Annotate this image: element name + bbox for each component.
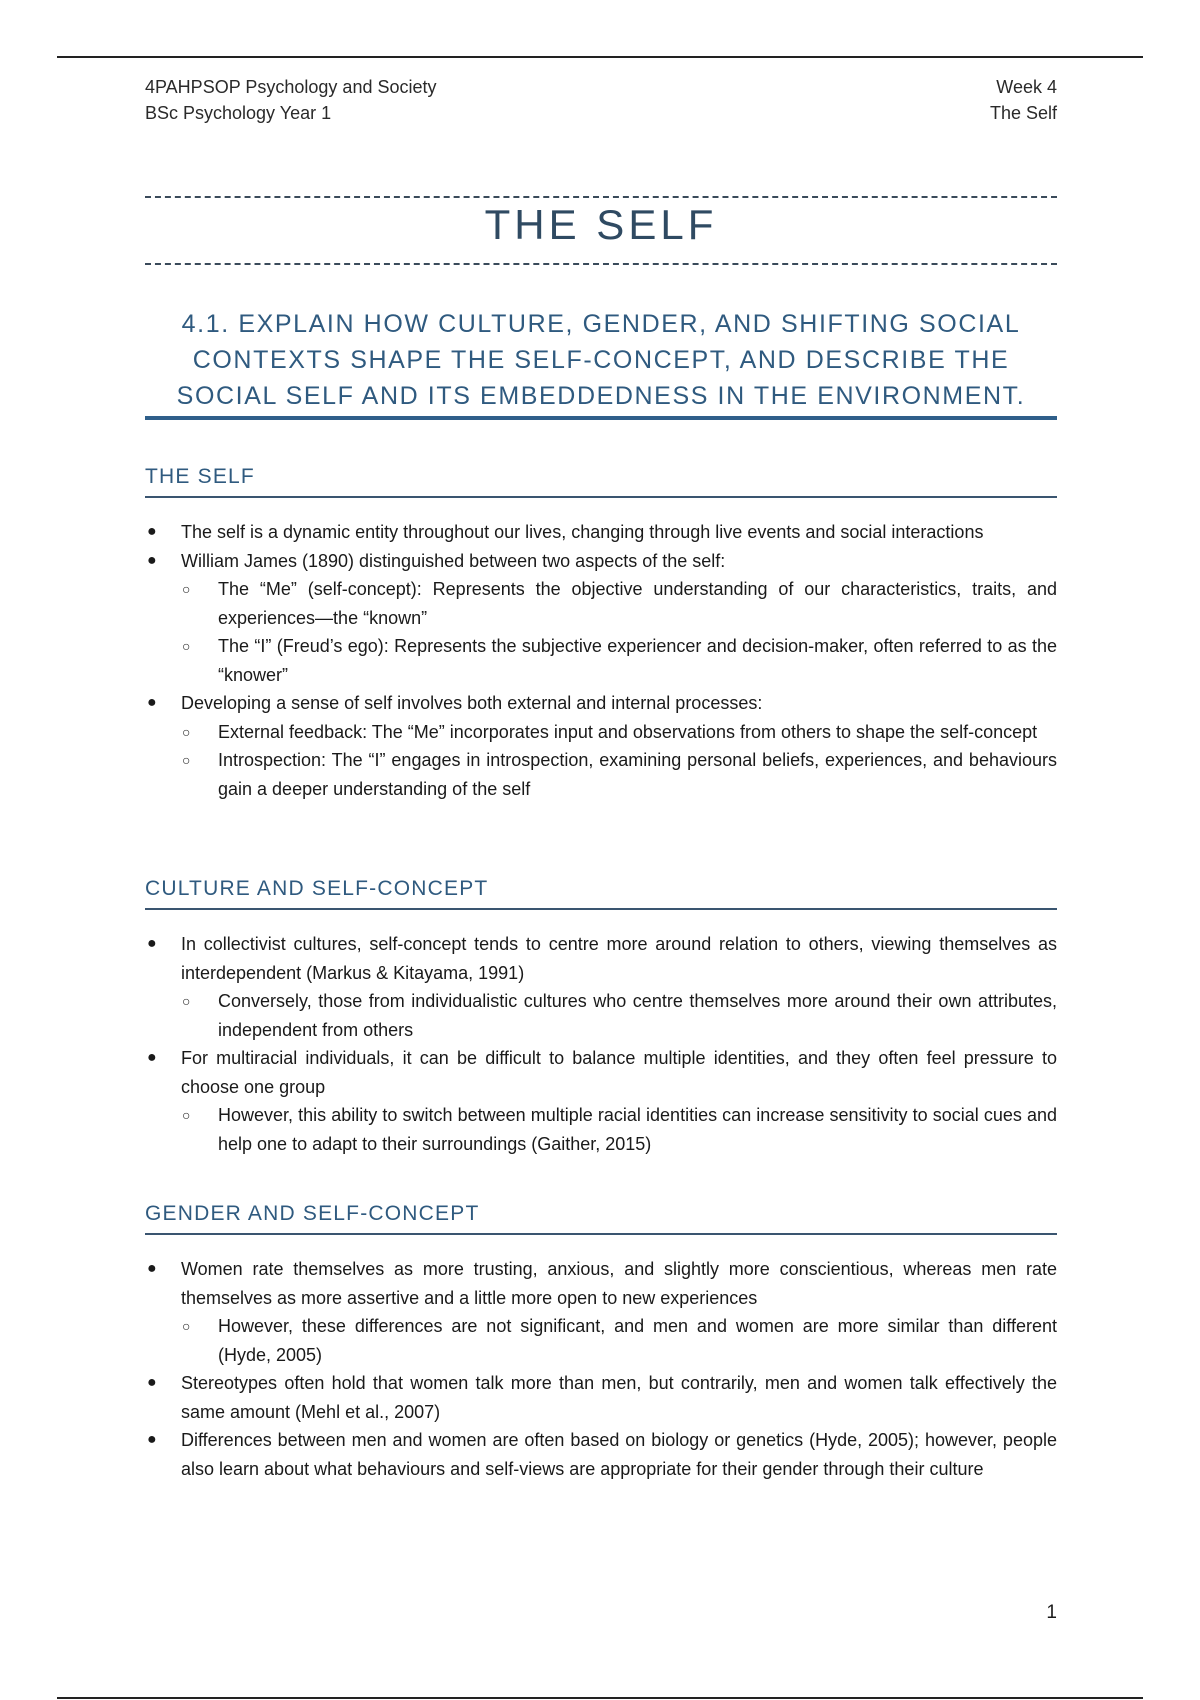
sub-list-item: ○ Introspection: The “I” engages in introspection, examining personal beliefs, experiences, and behaviours gain a deeper understanding of the self — [182, 750, 1057, 799]
topic-label: The Self — [989, 103, 1057, 123]
bullet-list — [145, 518, 1057, 803]
page-title: THE SELF — [484, 201, 718, 248]
section-heading: THE SELF — [145, 465, 255, 488]
list-item: ● Stereotypes often hold that women talk more than men, but contrarily, men and women talk effectively the same amount (Mehl et al., 2007) — [147, 1373, 1057, 1422]
section-rule — [145, 1233, 1057, 1235]
section-heading: GENDER AND SELF-CONCEPT — [145, 1202, 480, 1225]
sub-list-item: ○ The “I” (Freud’s ego): Represents the subjective experiencer and decision-maker, often referred to as the “knower” — [182, 636, 1057, 685]
objective-rule — [145, 416, 1057, 420]
list-item: ● The self is a dynamic entity throughout our lives, changing through live events and social interactions — [147, 522, 984, 542]
course-title: 4PAHPSOP Psychology and Society — [145, 77, 437, 97]
section-rule — [145, 908, 1057, 910]
title-divider-bottom — [145, 263, 1057, 265]
page-number: 1 — [1046, 1602, 1057, 1623]
list-item: ● Developing a sense of self involves both external and internal processes: ○ External feedback: The “Me” incorporates input and observations from others to shape the self-concept ○ Introspection: The “I” engages in introspection, examining personal beliefs, experiences, and behaviours gain a deeper understanding of the self — [145, 689, 1057, 803]
bottom-rule — [57, 1697, 1143, 1699]
section-heading: CULTURE AND SELF-CONCEPT — [145, 877, 489, 900]
objective-line: SOCIAL SELF AND ITS EMBEDDEDNESS IN THE ENVIRONMENT. — [176, 382, 1026, 410]
sub-list-item: ○ Conversely, those from individualistic cultures who centre themselves more around their own attributes, independent from others — [182, 991, 1057, 1040]
bullet-list — [145, 930, 1057, 1158]
programme: BSc Psychology Year 1 — [145, 103, 332, 123]
week-label: Week 4 — [996, 77, 1057, 97]
objective-line: CONTEXTS SHAPE THE SELF-CONCEPT, AND DESCRIBE THE — [192, 346, 1010, 374]
sub-list-item: ○ However, this ability to switch between multiple racial identities can increase sensitivity to social cues and help one to adapt to their surroundings (Gaither, 2015) — [182, 1105, 1057, 1154]
list-item: ● In collectivist cultures, self-concept tends to centre more around relation to others, viewing themselves as interdependent (Markus & Kitayama, 1991) ○ Conversely, those from individualistic cultures who centre themselves more around their own attributes, independent from others — [145, 930, 1057, 1044]
title-divider-top — [145, 196, 1057, 198]
bullet-list — [145, 1255, 1057, 1483]
list-item: ● Women rate themselves as more trusting, anxious, and slightly more conscientious, whereas men rate themselves as more assertive and a little more open to new experiences ○ However, these differences are not significant, and men and women are more similar than different (Hyde, 2005) — [145, 1255, 1057, 1369]
list-item: ● William James (1890) distinguished between two aspects of the self: ○ The “Me” (self-concept): Represents the objective understanding of our characteristics, traits, and experiences—the “known” ○ The “I” (Freud’s ego): Represents the subjective experiencer and decision-maker, often referred to as the “knower” — [145, 547, 1057, 690]
list-item: ● Differences between men and women are often based on biology or genetics (Hyde, 2005); however, people also learn about what behaviours and self-views are appropriate for their gender through their culture — [147, 1430, 1057, 1479]
learning-objective — [145, 306, 1057, 414]
sub-list-item: ○ However, these differences are not significant, and men and women are more similar than different (Hyde, 2005) — [182, 1316, 1057, 1365]
sub-list-item: ○ External feedback: The “Me” incorporates input and observations from others to shape the self-concept — [182, 721, 1038, 742]
top-rule — [57, 56, 1143, 58]
sub-list-item: ○ The “Me” (self-concept): Represents the objective understanding of our characteristics, traits, and experiences—the “known” — [182, 579, 1057, 628]
objective-line: 4.1. EXPLAIN HOW CULTURE, GENDER, AND SHIFTING SOCIAL — [181, 310, 1021, 338]
section-rule — [145, 496, 1057, 498]
list-item: ● For multiracial individuals, it can be difficult to balance multiple identities, and they often feel pressure to choose one group ○ However, this ability to switch between multiple racial identities can increase sensitivity to social cues and help one to adapt to their surroundings (Gaither, 2015) — [145, 1044, 1057, 1158]
